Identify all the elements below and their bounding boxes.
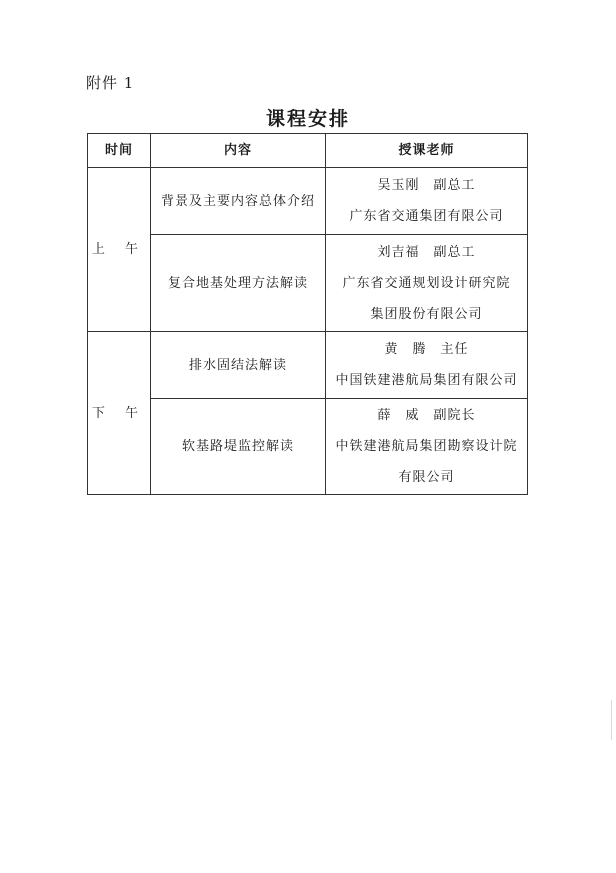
table-header-row xyxy=(88,134,528,168)
teacher-org: 中铁建港航局集团勘察设计院 xyxy=(335,439,518,454)
period-label: 下 午 xyxy=(91,405,147,421)
teacher-title: 副院长 xyxy=(433,408,476,423)
teacher-name: 刘吉福 xyxy=(377,244,420,260)
teacher-org: 集团股份有限公司 xyxy=(370,306,483,322)
scan-edge-mark xyxy=(611,700,612,740)
teacher-name: 薛 威 xyxy=(377,408,420,423)
table-row xyxy=(88,399,528,495)
teacher-org: 广东省交通集团有限公司 xyxy=(349,209,504,224)
session-topic: 排水固结法解读 xyxy=(151,332,326,399)
session-teacher xyxy=(326,332,528,399)
session-teacher xyxy=(326,168,528,235)
teacher-name-line xyxy=(326,170,527,201)
table-row xyxy=(88,235,528,332)
teacher-name-line xyxy=(326,334,527,365)
period-label: 上 午 xyxy=(91,242,147,257)
session-teacher xyxy=(326,235,528,332)
teacher-org: 广东省交通规划设计研究院 xyxy=(342,275,511,291)
period-morning xyxy=(88,168,151,332)
session-topic: 背景及主要内容总体介绍 xyxy=(151,168,326,235)
header-content: 内容 xyxy=(151,134,326,168)
teacher-title: 主任 xyxy=(440,342,469,357)
session-topic: 软基路堤监控解读 xyxy=(151,399,326,495)
teacher-title: 副总工 xyxy=(433,178,476,193)
teacher-name-line xyxy=(326,237,527,268)
period-afternoon xyxy=(88,332,151,495)
table-row xyxy=(88,168,528,235)
schedule-table xyxy=(87,133,528,495)
session-teacher xyxy=(326,399,528,495)
teacher-name: 黄 腾 xyxy=(384,342,427,357)
document-title: 课程安排 xyxy=(265,108,350,130)
session-topic: 复合地基处理方法解读 xyxy=(151,235,326,332)
attachment-label: 附件 1 xyxy=(86,74,135,92)
teacher-name: 吴玉刚 xyxy=(377,178,420,193)
teacher-title: 副总工 xyxy=(433,244,476,260)
table-row xyxy=(88,332,528,399)
header-time: 时间 xyxy=(88,134,151,168)
teacher-name-line xyxy=(326,400,527,431)
teacher-org: 中国铁建港航局集团有限公司 xyxy=(335,373,518,388)
header-teacher: 授课老师 xyxy=(326,134,528,168)
teacher-org: 有限公司 xyxy=(398,470,455,485)
